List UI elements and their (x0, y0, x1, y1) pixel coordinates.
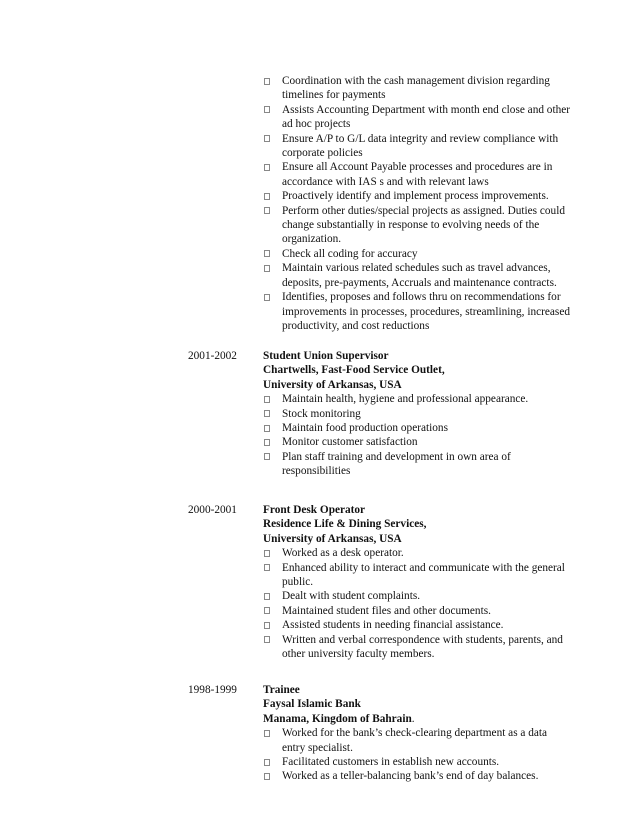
list-item: Worked for the bank’s check-clearing department as a data entry specialist. (263, 726, 573, 755)
job-employer: Residence Life & Dining Services, (263, 518, 427, 531)
list-item: Assists Accounting Department with month end close and other ad hoc projects (263, 103, 573, 132)
list-item: Ensure all Account Payable processes and procedures are in accordance with IAS s and with relevant laws (263, 160, 573, 189)
checkbox-bullet-icon (264, 207, 270, 214)
list-item: Perform other duties/special projects as assigned. Duties could change substantially in response to evolving needs of the organization. (263, 204, 573, 247)
job-bullets (263, 726, 573, 784)
job-title: Trainee (263, 684, 300, 696)
job-location: Manama, Kingdom of Bahrain. (263, 712, 415, 725)
job-bullets (263, 546, 573, 661)
job-title: Student Union Supervisor (263, 350, 389, 362)
list-item: Written and verbal correspondence with students, parents, and other university faculty members. (263, 633, 573, 662)
list-item: Worked as a teller-balancing bank’s end of day balances. (263, 769, 573, 783)
checkbox-bullet-icon (264, 593, 270, 600)
list-item: Monitor customer satisfaction (263, 435, 573, 449)
job-years: 1998-1999 (188, 684, 237, 696)
list-item: Assisted students in needing financial assistance. (263, 618, 573, 632)
list-item: Stock monitoring (263, 407, 573, 421)
list-item: Proactively identify and implement process improvements. (263, 189, 573, 203)
checkbox-bullet-icon (264, 773, 270, 780)
checkbox-bullet-icon (264, 564, 270, 571)
checkbox-bullet-icon (264, 396, 270, 403)
checkbox-bullet-icon (264, 425, 270, 432)
list-item: Maintain food production operations (263, 421, 573, 435)
checkbox-bullet-icon (264, 550, 270, 557)
list-item: Identifies, proposes and follows thru on recommendations for improvements in processes, procedures, streamlining, increased productivity, and cost reductions (263, 290, 573, 333)
checkbox-bullet-icon (264, 410, 270, 417)
list-item: Check all coding for accuracy (263, 247, 573, 261)
checkbox-bullet-icon (264, 106, 270, 113)
job-location: University of Arkansas, USA (263, 532, 402, 545)
job-title: Front Desk Operator (263, 504, 366, 516)
checkbox-bullet-icon (264, 164, 270, 171)
duties-content (263, 74, 573, 333)
checkbox-bullet-icon (264, 607, 270, 614)
job-employer: Chartwells, Fast-Food Service Outlet, (263, 364, 445, 377)
checkbox-bullet-icon (264, 78, 270, 85)
checkbox-bullet-icon (264, 250, 270, 257)
list-item: Maintain health, hygiene and professional appearance. (263, 392, 573, 406)
job-bullets (263, 392, 573, 478)
job-employer: Faysal Islamic Bank (263, 698, 361, 711)
checkbox-bullet-icon (264, 439, 270, 446)
job-years: 2000-2001 (188, 504, 237, 516)
list-item: Coordination with the cash management division regarding timelines for payments (263, 74, 573, 103)
checkbox-bullet-icon (264, 453, 270, 460)
job-content (263, 683, 573, 784)
list-item: Enhanced ability to interact and communicate with the general public. (263, 561, 573, 590)
job-location: University of Arkansas, USA (263, 378, 402, 391)
list-item: Plan staff training and development in own area of responsibilities (263, 450, 573, 479)
list-item: Worked as a desk operator. (263, 546, 573, 560)
list-item: Maintained student files and other documents. (263, 604, 573, 618)
checkbox-bullet-icon (264, 135, 270, 142)
checkbox-bullet-icon (264, 193, 270, 200)
checkbox-bullet-icon (264, 265, 270, 272)
checkbox-bullet-icon (264, 294, 270, 301)
job-content (263, 349, 573, 479)
checkbox-bullet-icon (264, 622, 270, 629)
checkbox-bullet-icon (264, 759, 270, 766)
checkbox-bullet-icon (264, 730, 270, 737)
checkbox-bullet-icon (264, 636, 270, 643)
list-item: Ensure A/P to G/L data integrity and review compliance with corporate policies (263, 132, 573, 161)
list-item: Dealt with student complaints. (263, 589, 573, 603)
duties-list (263, 74, 573, 333)
list-item: Facilitated customers in establish new accounts. (263, 755, 573, 769)
job-years: 2001-2002 (188, 350, 237, 362)
list-item: Maintain various related schedules such as travel advances, deposits, pre-payments, Accruals and maintenance contracts. (263, 261, 573, 290)
job-content (263, 503, 573, 661)
